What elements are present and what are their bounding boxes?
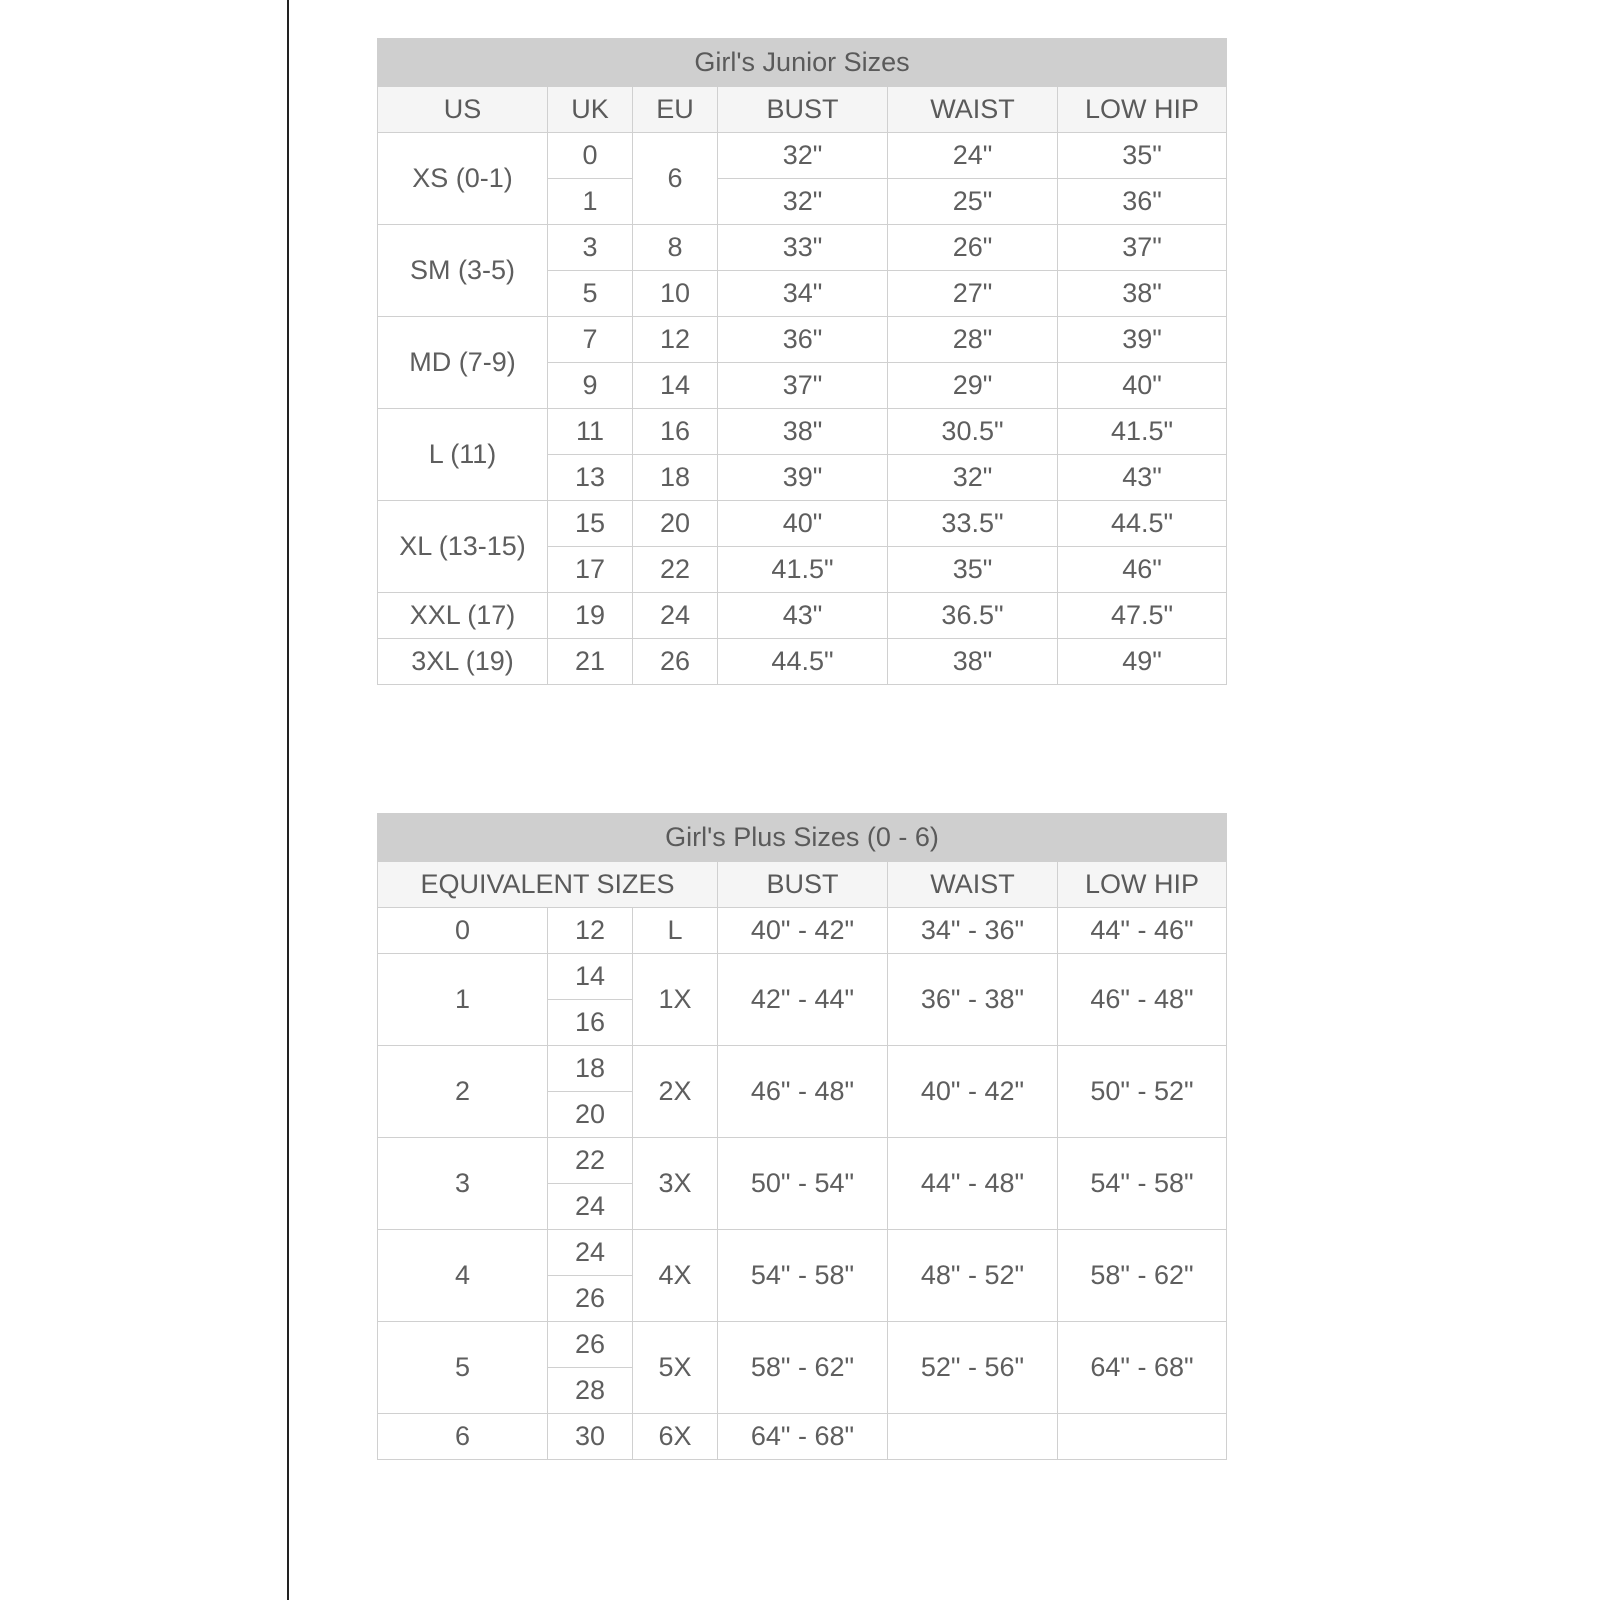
- bust-cell: 54" - 58": [718, 1230, 888, 1322]
- column-header-eu: EU: [633, 87, 718, 133]
- low-hip-cell: [1058, 1414, 1227, 1460]
- bust-cell: 50" - 54": [718, 1138, 888, 1230]
- column-header-uk: UK: [548, 87, 633, 133]
- eu-size-cell: 18: [633, 455, 718, 501]
- letter-size-cell: 3X: [633, 1138, 718, 1230]
- numeric-size-cell: 22: [548, 1138, 633, 1184]
- waist-cell: [888, 1414, 1058, 1460]
- low-hip-cell: 58" - 62": [1058, 1230, 1227, 1322]
- column-header-waist: WAIST: [888, 862, 1058, 908]
- low-hip-cell: 43": [1058, 455, 1227, 501]
- left-vertical-rule: [287, 0, 289, 1600]
- bust-cell: 39": [718, 455, 888, 501]
- uk-size-cell: 0: [548, 133, 633, 179]
- column-header-bust: BUST: [718, 87, 888, 133]
- column-header-low-hip: LOW HIP: [1058, 87, 1227, 133]
- eu-size-cell: 20: [633, 501, 718, 547]
- us-size-cell: SM (3-5): [378, 225, 548, 317]
- eu-size-cell: 6: [633, 133, 718, 225]
- bust-cell: 40": [718, 501, 888, 547]
- uk-size-cell: 17: [548, 547, 633, 593]
- plus-size-cell: 3: [378, 1138, 548, 1230]
- waist-cell: 30.5": [888, 409, 1058, 455]
- table-row: [378, 1138, 1227, 1184]
- eu-size-cell: 12: [633, 317, 718, 363]
- low-hip-cell: 49": [1058, 639, 1227, 685]
- low-hip-cell: 40": [1058, 363, 1227, 409]
- us-size-cell: XS (0-1): [378, 133, 548, 225]
- low-hip-cell: 46": [1058, 547, 1227, 593]
- bust-cell: 32": [718, 133, 888, 179]
- us-size-cell: MD (7-9): [378, 317, 548, 409]
- junior-title-row: [378, 39, 1227, 87]
- waist-cell: 40" - 42": [888, 1046, 1058, 1138]
- bust-cell: 46" - 48": [718, 1046, 888, 1138]
- numeric-size-cell: 12: [548, 908, 633, 954]
- table-row: [378, 1230, 1227, 1276]
- low-hip-cell: 50" - 52": [1058, 1046, 1227, 1138]
- low-hip-cell: 37": [1058, 225, 1227, 271]
- letter-size-cell: 1X: [633, 954, 718, 1046]
- low-hip-cell: 35": [1058, 133, 1227, 179]
- column-header-bust: BUST: [718, 862, 888, 908]
- plus-size-table: [377, 813, 1227, 1460]
- table-row: [378, 593, 1227, 639]
- waist-cell: 44" - 48": [888, 1138, 1058, 1230]
- bust-cell: 38": [718, 409, 888, 455]
- uk-size-cell: 13: [548, 455, 633, 501]
- table-row: [378, 1322, 1227, 1368]
- numeric-size-cell: 14: [548, 954, 633, 1000]
- waist-cell: 48" - 52": [888, 1230, 1058, 1322]
- low-hip-cell: 44" - 46": [1058, 908, 1227, 954]
- plus-size-cell: 4: [378, 1230, 548, 1322]
- plus-size-cell: 1: [378, 954, 548, 1046]
- eu-size-cell: 8: [633, 225, 718, 271]
- us-size-cell: XXL (17): [378, 593, 548, 639]
- plus-table-title: Girl's Plus Sizes (0 - 6): [378, 814, 1227, 862]
- us-size-cell: 3XL (19): [378, 639, 548, 685]
- plus-title-row: [378, 814, 1227, 862]
- numeric-size-cell: 16: [548, 1000, 633, 1046]
- eu-size-cell: 16: [633, 409, 718, 455]
- waist-cell: 35": [888, 547, 1058, 593]
- table-row: [378, 317, 1227, 363]
- table-row: [378, 639, 1227, 685]
- letter-size-cell: 2X: [633, 1046, 718, 1138]
- column-header-low-hip: LOW HIP: [1058, 862, 1227, 908]
- numeric-size-cell: 18: [548, 1046, 633, 1092]
- waist-cell: 36.5": [888, 593, 1058, 639]
- eu-size-cell: 24: [633, 593, 718, 639]
- numeric-size-cell: 20: [548, 1092, 633, 1138]
- waist-cell: 32": [888, 455, 1058, 501]
- column-header-us: US: [378, 87, 548, 133]
- table-row: [378, 954, 1227, 1000]
- low-hip-cell: 47.5": [1058, 593, 1227, 639]
- table-row: [378, 133, 1227, 179]
- uk-size-cell: 19: [548, 593, 633, 639]
- us-size-cell: L (11): [378, 409, 548, 501]
- eu-size-cell: 22: [633, 547, 718, 593]
- bust-cell: 40" - 42": [718, 908, 888, 954]
- letter-size-cell: 5X: [633, 1322, 718, 1414]
- waist-cell: 36" - 38": [888, 954, 1058, 1046]
- table-row: [378, 409, 1227, 455]
- waist-cell: 52" - 56": [888, 1322, 1058, 1414]
- bust-cell: 36": [718, 317, 888, 363]
- junior-table-title: Girl's Junior Sizes: [378, 39, 1227, 87]
- uk-size-cell: 3: [548, 225, 633, 271]
- waist-cell: 38": [888, 639, 1058, 685]
- table-row: [378, 1046, 1227, 1092]
- plus-size-cell: 5: [378, 1322, 548, 1414]
- waist-cell: 25": [888, 179, 1058, 225]
- uk-size-cell: 5: [548, 271, 633, 317]
- bust-cell: 43": [718, 593, 888, 639]
- bust-cell: 37": [718, 363, 888, 409]
- uk-size-cell: 11: [548, 409, 633, 455]
- bust-cell: 44.5": [718, 639, 888, 685]
- numeric-size-cell: 30: [548, 1414, 633, 1460]
- waist-cell: 27": [888, 271, 1058, 317]
- letter-size-cell: 4X: [633, 1230, 718, 1322]
- bust-cell: 41.5": [718, 547, 888, 593]
- low-hip-cell: 36": [1058, 179, 1227, 225]
- column-header-equivalent-sizes: EQUIVALENT SIZES: [378, 862, 718, 908]
- uk-size-cell: 1: [548, 179, 633, 225]
- bust-cell: 58" - 62": [718, 1322, 888, 1414]
- plus-size-cell: 6: [378, 1414, 548, 1460]
- low-hip-cell: 41.5": [1058, 409, 1227, 455]
- plus-size-cell: 0: [378, 908, 548, 954]
- bust-cell: 34": [718, 271, 888, 317]
- bust-cell: 42" - 44": [718, 954, 888, 1046]
- table-row: [378, 1414, 1227, 1460]
- letter-size-cell: L: [633, 908, 718, 954]
- uk-size-cell: 21: [548, 639, 633, 685]
- table-row: [378, 908, 1227, 954]
- waist-cell: 24": [888, 133, 1058, 179]
- column-header-waist: WAIST: [888, 87, 1058, 133]
- low-hip-cell: 64" - 68": [1058, 1322, 1227, 1414]
- junior-header-row: [378, 87, 1227, 133]
- low-hip-cell: 46" - 48": [1058, 954, 1227, 1046]
- uk-size-cell: 15: [548, 501, 633, 547]
- bust-cell: 64" - 68": [718, 1414, 888, 1460]
- low-hip-cell: 54" - 58": [1058, 1138, 1227, 1230]
- eu-size-cell: 10: [633, 271, 718, 317]
- bust-cell: 32": [718, 179, 888, 225]
- plus-header-row: [378, 862, 1227, 908]
- us-size-cell: XL (13-15): [378, 501, 548, 593]
- waist-cell: 33.5": [888, 501, 1058, 547]
- numeric-size-cell: 26: [548, 1322, 633, 1368]
- numeric-size-cell: 26: [548, 1276, 633, 1322]
- numeric-size-cell: 28: [548, 1368, 633, 1414]
- numeric-size-cell: 24: [548, 1184, 633, 1230]
- bust-cell: 33": [718, 225, 888, 271]
- low-hip-cell: 38": [1058, 271, 1227, 317]
- waist-cell: 28": [888, 317, 1058, 363]
- waist-cell: 34" - 36": [888, 908, 1058, 954]
- table-row: [378, 501, 1227, 547]
- numeric-size-cell: 24: [548, 1230, 633, 1276]
- junior-size-table: [377, 38, 1227, 685]
- letter-size-cell: 6X: [633, 1414, 718, 1460]
- low-hip-cell: 39": [1058, 317, 1227, 363]
- table-row: [378, 225, 1227, 271]
- plus-size-cell: 2: [378, 1046, 548, 1138]
- waist-cell: 29": [888, 363, 1058, 409]
- eu-size-cell: 14: [633, 363, 718, 409]
- uk-size-cell: 7: [548, 317, 633, 363]
- uk-size-cell: 9: [548, 363, 633, 409]
- low-hip-cell: 44.5": [1058, 501, 1227, 547]
- eu-size-cell: 26: [633, 639, 718, 685]
- waist-cell: 26": [888, 225, 1058, 271]
